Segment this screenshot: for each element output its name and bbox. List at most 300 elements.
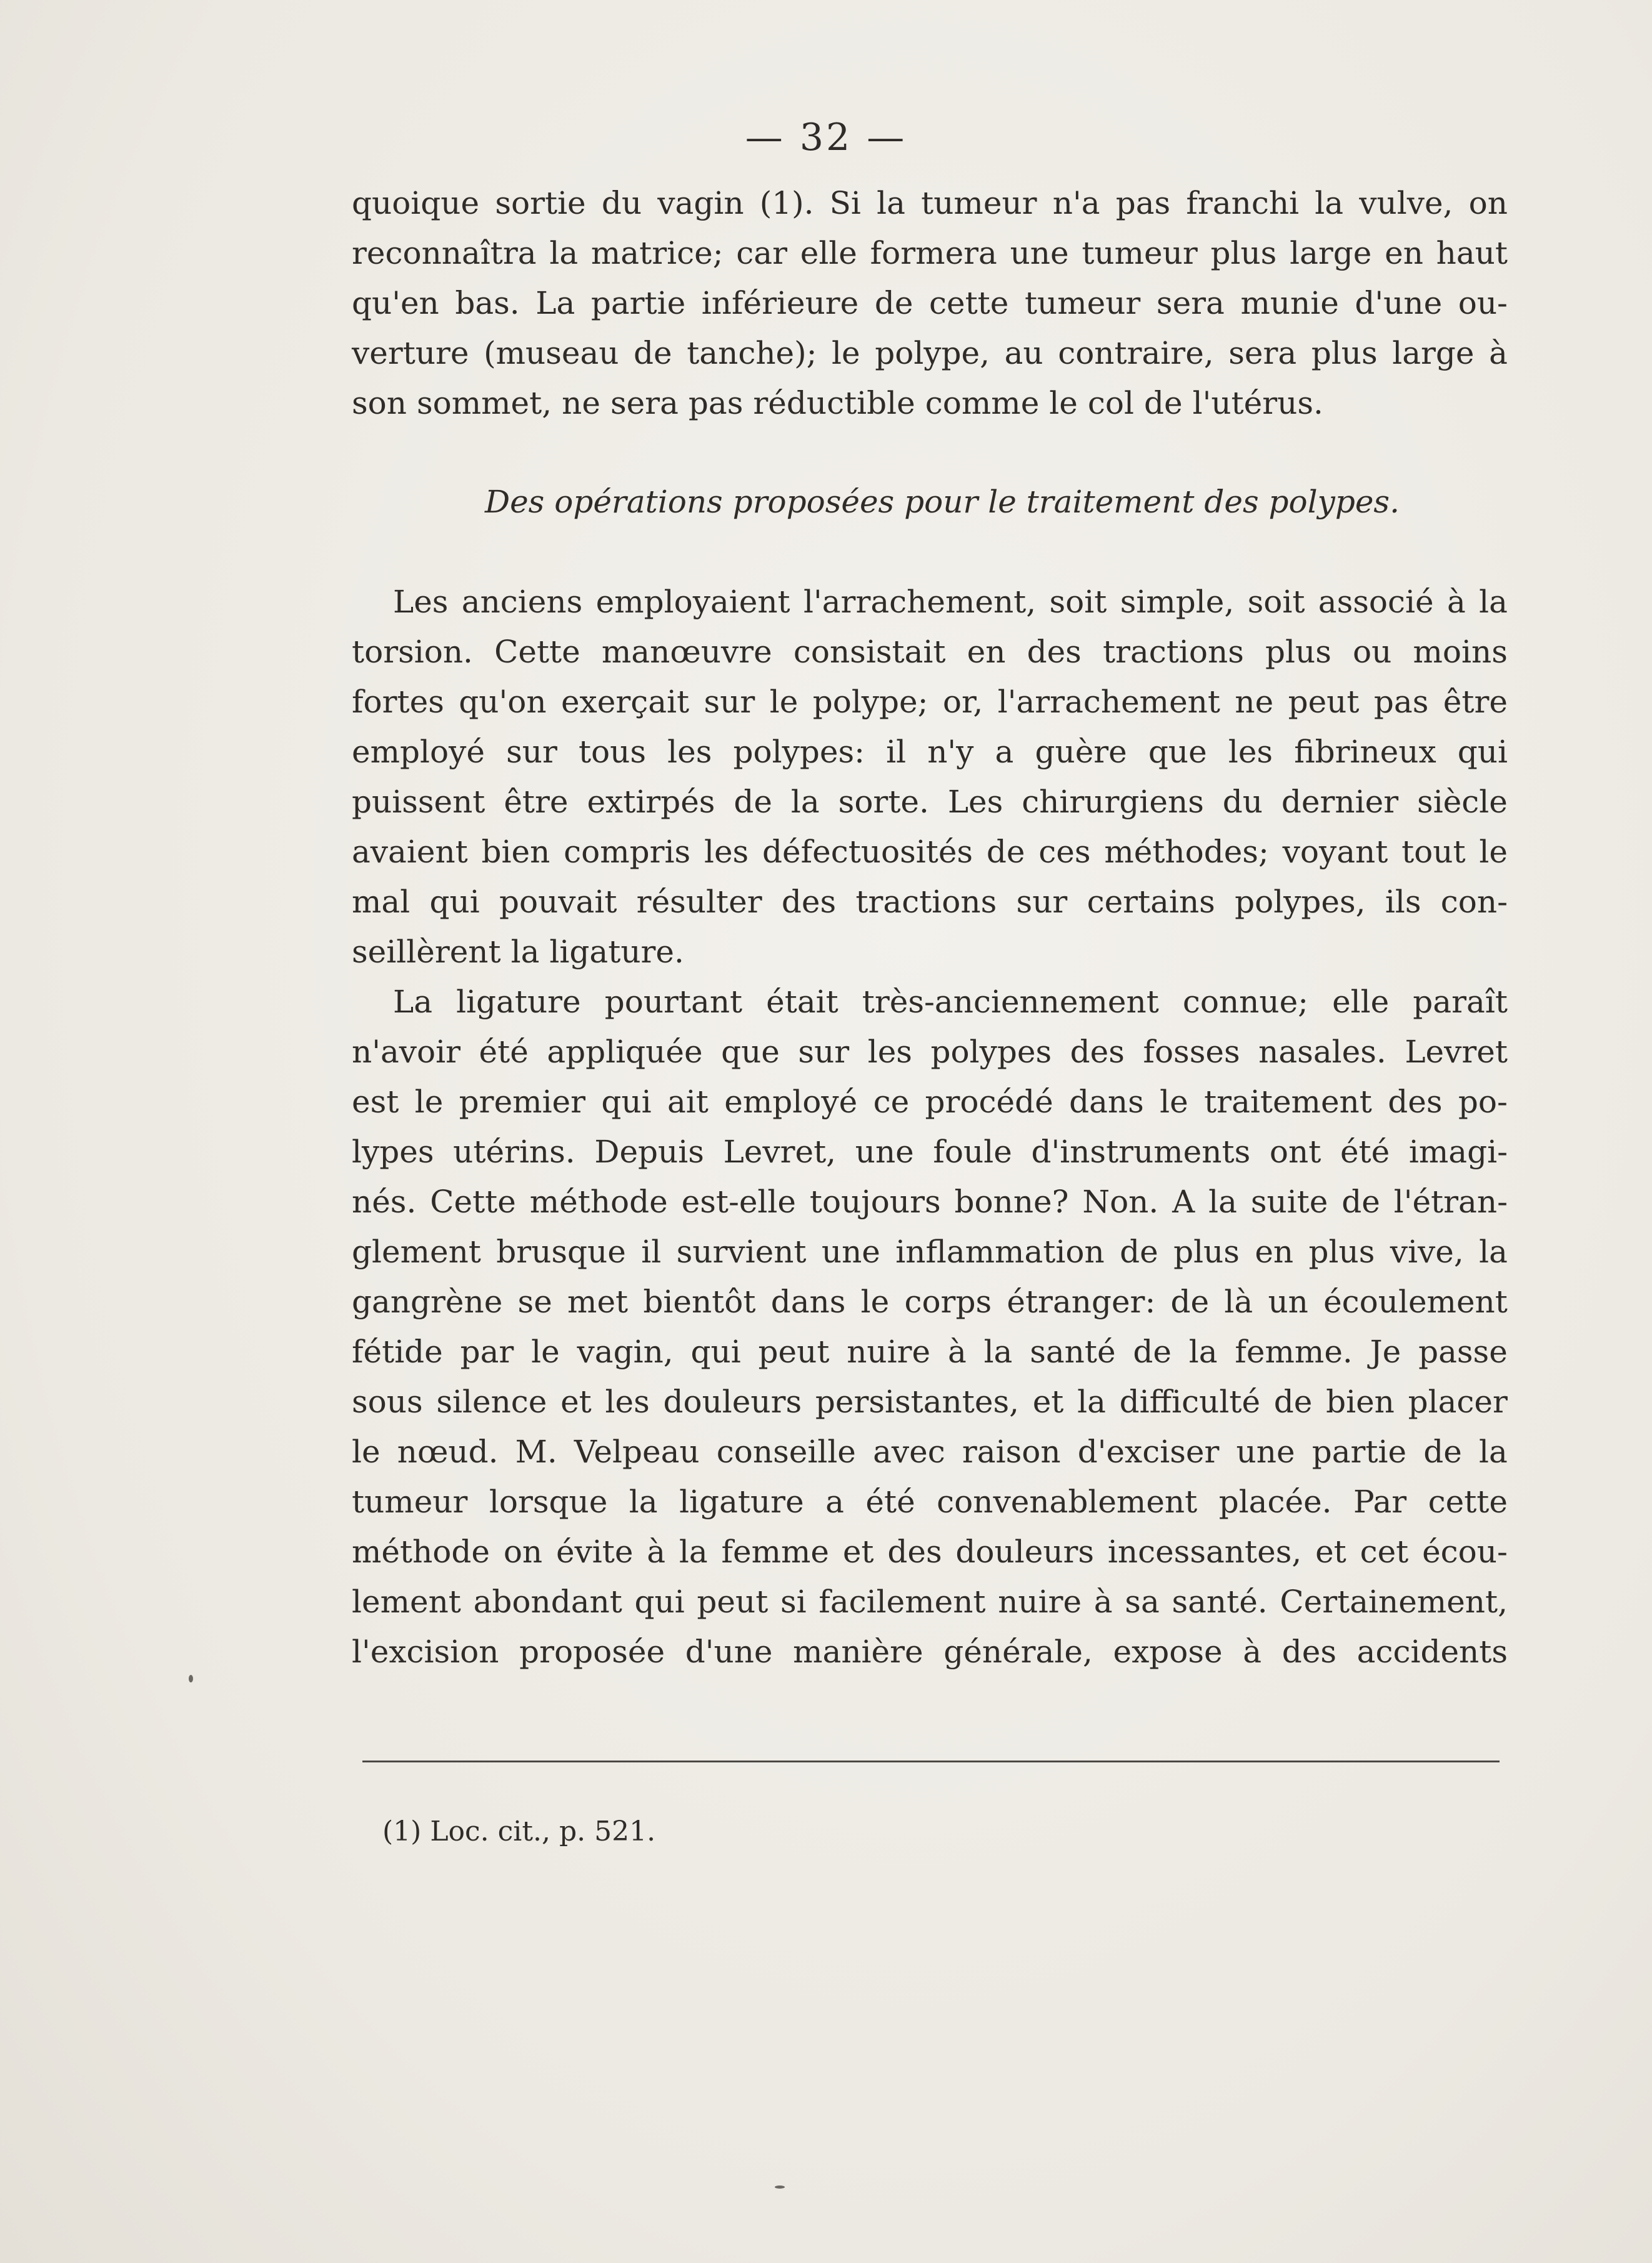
word: être <box>504 784 569 820</box>
word: d'instruments <box>1031 1134 1251 1170</box>
word: la <box>1208 1184 1237 1220</box>
word: convenablement <box>937 1484 1198 1520</box>
word: de <box>1120 1234 1158 1270</box>
word: ligature. <box>549 934 684 970</box>
word: cette <box>929 285 1009 321</box>
word: silence <box>436 1384 547 1420</box>
word: compris <box>564 834 691 870</box>
text-line <box>352 927 1508 977</box>
word: met <box>567 1284 629 1320</box>
word: tumeur <box>352 1484 468 1520</box>
word: Certainement, <box>1280 1584 1508 1620</box>
section-heading: Des opérations proposées pour le traitement des polypes. <box>485 484 1400 520</box>
word: santé <box>1030 1334 1116 1370</box>
word: sortie <box>495 185 586 221</box>
word: au <box>1004 335 1043 371</box>
word: partie <box>590 285 686 321</box>
word: à <box>1489 335 1508 371</box>
text-line <box>352 178 1508 228</box>
word: de <box>1341 1184 1380 1220</box>
word: le <box>769 684 799 720</box>
word: Si <box>829 185 861 221</box>
word: connue; <box>1182 984 1309 1020</box>
word: tractions <box>1103 634 1244 670</box>
intro-paragraph <box>352 178 1508 428</box>
word: une <box>1236 1434 1295 1470</box>
word: Velpeau <box>574 1434 700 1470</box>
text-line <box>352 1377 1508 1427</box>
word: écou- <box>1422 1534 1508 1570</box>
word: des <box>1027 634 1082 670</box>
word: tumeur <box>1082 235 1198 271</box>
word: ne <box>1235 684 1274 720</box>
word: siècle <box>1417 784 1508 820</box>
word: qui <box>601 1084 652 1120</box>
word: qui <box>690 1334 741 1370</box>
word: reconnaîtra <box>352 235 537 271</box>
word: col <box>1087 385 1134 421</box>
word: on <box>1468 185 1508 221</box>
text-line <box>352 1577 1508 1627</box>
word: les <box>605 1384 650 1420</box>
word: fétide <box>352 1334 443 1370</box>
word: cet <box>1360 1534 1409 1570</box>
word: chirurgiens <box>1022 784 1204 820</box>
word: la <box>877 185 905 221</box>
word: n'y <box>927 734 974 770</box>
word: plus <box>1173 1234 1240 1270</box>
word: cette <box>1428 1484 1508 1520</box>
word: glement <box>352 1234 481 1270</box>
text-line <box>352 1527 1508 1577</box>
word: suite <box>1250 1184 1328 1220</box>
word: plus <box>1265 634 1331 670</box>
word: plus <box>1308 1234 1375 1270</box>
word: douleurs <box>955 1534 1095 1570</box>
word: soit <box>1049 584 1107 620</box>
word: la <box>1479 1234 1508 1270</box>
word: ce <box>873 1084 910 1120</box>
word: fortes <box>352 684 444 720</box>
word: torsion. <box>352 634 473 670</box>
word: en <box>1255 1234 1294 1270</box>
word: partie <box>1311 1434 1407 1470</box>
word: polype; <box>812 684 928 720</box>
text-line <box>352 1027 1508 1077</box>
word: le <box>1049 385 1078 421</box>
word: femme. <box>1235 1334 1353 1370</box>
word: foule <box>933 1134 1012 1170</box>
text-line <box>352 827 1508 877</box>
word: voyant <box>1282 834 1388 870</box>
word: expose <box>1113 1634 1223 1670</box>
text-line <box>352 1077 1508 1127</box>
word: d'exciser <box>1077 1434 1220 1470</box>
word: La <box>393 984 433 1020</box>
text-line <box>352 877 1508 927</box>
word: simple, <box>1120 584 1235 620</box>
word: po- <box>1458 1084 1508 1120</box>
text-line <box>352 278 1508 328</box>
word: Depuis <box>594 1134 704 1170</box>
word: abondant <box>473 1584 622 1620</box>
word: nœud. <box>397 1434 499 1470</box>
word: d'une <box>685 1634 773 1670</box>
body-text <box>352 178 1508 1677</box>
word: puissent <box>352 784 485 820</box>
word: méthodes; <box>1104 834 1269 870</box>
word: bonne? <box>954 1184 1069 1220</box>
text-line <box>352 977 1508 1027</box>
word: associé <box>1318 584 1434 620</box>
word: que <box>1148 734 1207 770</box>
word: la <box>1479 584 1508 620</box>
word: car <box>736 235 787 271</box>
word: toujours <box>809 1184 941 1220</box>
word: placer <box>1408 1384 1508 1420</box>
word: avaient <box>352 834 468 870</box>
word: brusque <box>496 1234 626 1270</box>
word: dans <box>1069 1084 1144 1120</box>
word: sorte. <box>838 784 929 820</box>
word: la <box>1077 1384 1106 1420</box>
word: sera <box>610 385 679 421</box>
word: santé. <box>1172 1584 1268 1620</box>
word: bientôt <box>643 1284 756 1320</box>
word: des <box>781 884 837 920</box>
word: Cette <box>430 1184 516 1220</box>
word: qui <box>1457 734 1508 770</box>
word: du <box>1222 784 1263 820</box>
word: de <box>634 335 672 371</box>
word: proposée <box>519 1634 665 1670</box>
word: incessantes, <box>1107 1534 1302 1570</box>
word: un <box>1268 1284 1308 1320</box>
word: été <box>479 1034 529 1070</box>
word: là <box>1224 1284 1253 1320</box>
word: à <box>1446 584 1466 620</box>
page-number: — 32 — <box>745 116 907 159</box>
word: sur <box>704 684 755 720</box>
word: sera <box>1228 335 1297 371</box>
word: Non. <box>1082 1184 1159 1220</box>
word: nuire <box>847 1334 931 1370</box>
word: guère <box>1035 734 1127 770</box>
word: bas. <box>455 285 520 321</box>
text-line <box>352 1327 1508 1377</box>
word: tout <box>1401 834 1466 870</box>
word: de <box>1133 1334 1172 1370</box>
word: du <box>601 185 642 221</box>
word: une <box>821 1234 880 1270</box>
word: persistantes, <box>815 1384 1019 1420</box>
word: à <box>1243 1634 1262 1670</box>
word: peut <box>697 1584 769 1620</box>
word: avec <box>873 1434 945 1470</box>
word: le <box>1479 834 1508 870</box>
word: par <box>460 1334 514 1370</box>
word: anciens <box>461 584 583 620</box>
word: le <box>414 1084 444 1120</box>
word: on <box>503 1534 543 1570</box>
word: sommet, <box>416 385 552 421</box>
word: sur <box>1016 884 1068 920</box>
word: bien <box>1326 1384 1395 1420</box>
word: l'étran- <box>1393 1184 1508 1220</box>
word: lorsque <box>489 1484 608 1520</box>
word: Les <box>947 784 1003 820</box>
word: (1). <box>759 185 814 221</box>
word: lypes <box>352 1134 434 1170</box>
text-line <box>352 1277 1508 1327</box>
word: pourtant <box>604 984 743 1020</box>
word: de <box>1273 1384 1313 1420</box>
word: réductible <box>753 385 915 421</box>
word: l'excision <box>352 1634 499 1670</box>
word: exerçait <box>560 684 690 720</box>
word: étranger: <box>1007 1284 1156 1320</box>
word: méthode <box>352 1534 490 1570</box>
word: qu'en <box>352 285 439 321</box>
word: été <box>1340 1134 1390 1170</box>
word: n'avoir <box>352 1034 460 1070</box>
word: la <box>1188 1334 1218 1370</box>
word: sur <box>798 1034 850 1070</box>
word: munie <box>1240 285 1339 321</box>
word: tous <box>578 734 647 770</box>
word: femme <box>721 1534 830 1570</box>
word: le <box>1160 1084 1188 1120</box>
word: des <box>887 1534 942 1570</box>
word: était <box>766 984 838 1020</box>
paragraph-ligature <box>352 977 1508 1677</box>
word: gangrène <box>352 1284 503 1320</box>
word: ces <box>1038 834 1091 870</box>
word: inflammation <box>895 1234 1105 1270</box>
word: plus <box>1210 235 1277 271</box>
word: elle <box>800 235 857 271</box>
word: soit <box>1247 584 1305 620</box>
word: vagin, <box>577 1334 674 1370</box>
word: certains <box>1087 884 1215 920</box>
word: employé <box>352 734 485 770</box>
word: qui <box>429 884 480 920</box>
word: l'arrachement <box>997 684 1220 720</box>
word: des <box>1388 1084 1443 1120</box>
word: et <box>560 1384 592 1420</box>
word: ne <box>562 385 600 421</box>
word: à <box>1093 1584 1113 1620</box>
word: ils <box>1385 884 1421 920</box>
word: des <box>1070 1034 1125 1070</box>
word: ou- <box>1458 285 1508 321</box>
word: de <box>734 784 772 820</box>
word: être <box>1443 684 1508 720</box>
word: moins <box>1413 634 1508 670</box>
word: nuire <box>998 1584 1082 1620</box>
word: tanche); <box>687 335 817 371</box>
word: la <box>790 784 820 820</box>
footnote: (1) Loc. cit., p. 521. <box>382 1816 656 1847</box>
word: extirpés <box>587 784 715 820</box>
word: vive, <box>1390 1234 1464 1270</box>
word: l'arrachement, <box>804 584 1037 620</box>
word: il <box>886 734 907 770</box>
word: vagin <box>657 185 744 221</box>
word: Levret <box>1405 1034 1508 1070</box>
word: pas <box>688 385 744 421</box>
paper-speck <box>189 1675 193 1682</box>
word: tractions <box>855 884 997 920</box>
word: le <box>860 1284 890 1320</box>
word: quoique <box>352 185 480 221</box>
text-line <box>352 777 1508 827</box>
word: ont <box>1269 1134 1321 1170</box>
word: si <box>780 1584 807 1620</box>
paper-speck <box>775 2186 785 2189</box>
word: la <box>1479 1434 1508 1470</box>
text-line <box>352 1177 1508 1227</box>
word: facilement <box>819 1584 986 1620</box>
word: polypes <box>930 1034 1052 1070</box>
word: difficulté <box>1119 1384 1261 1420</box>
word: a <box>825 1484 844 1520</box>
word: la <box>1315 185 1344 221</box>
word: elle <box>1332 984 1390 1020</box>
word: peut <box>1288 684 1360 720</box>
word: contraire, <box>1058 335 1214 371</box>
word: large <box>1290 235 1372 271</box>
word: polype, <box>875 335 990 371</box>
word: et <box>842 1534 874 1570</box>
word: pouvait <box>499 884 617 920</box>
word: une <box>1010 235 1069 271</box>
text-line <box>352 1427 1508 1477</box>
word: ou <box>1353 634 1392 670</box>
word: été <box>865 1484 915 1520</box>
word: paraît <box>1413 984 1508 1020</box>
word: appliquée <box>547 1034 703 1070</box>
paragraph-arrachement <box>352 577 1508 977</box>
word: comme <box>925 385 1040 421</box>
text-line <box>352 378 1508 428</box>
word: inférieure <box>701 285 859 321</box>
word: à <box>647 1534 666 1570</box>
word: Je <box>1370 1334 1401 1370</box>
word: qu'on <box>459 684 547 720</box>
word: méthode <box>529 1184 668 1220</box>
word: a <box>995 734 1014 770</box>
word: bien <box>481 834 550 870</box>
word: dans <box>770 1284 846 1320</box>
word: tumeur <box>1024 285 1141 321</box>
word: la <box>510 934 540 970</box>
word: premier <box>459 1084 586 1120</box>
word: polypes: <box>733 734 865 770</box>
word: pas <box>1115 185 1171 221</box>
word: large <box>1392 335 1475 371</box>
word: les <box>867 1034 912 1070</box>
word: évite <box>555 1534 634 1570</box>
word: une <box>855 1134 914 1170</box>
word: survient <box>676 1234 807 1270</box>
text-line <box>352 577 1508 627</box>
word: lement <box>352 1584 461 1620</box>
text-line <box>352 228 1508 278</box>
word: fosses <box>1143 1034 1240 1070</box>
word: sa <box>1125 1584 1160 1620</box>
word: des <box>1281 1634 1336 1670</box>
word: la <box>983 1334 1013 1370</box>
word: la <box>629 1484 658 1520</box>
word: procédé <box>925 1084 1053 1120</box>
word: mal <box>352 884 411 920</box>
word: est <box>352 1084 399 1120</box>
text-line <box>352 677 1508 727</box>
word: placée. <box>1218 1484 1332 1520</box>
text-line <box>352 1127 1508 1177</box>
word: manière <box>793 1634 923 1670</box>
word: les <box>667 734 712 770</box>
word: ligature <box>679 1484 804 1520</box>
footnote-separator <box>362 1761 1500 1762</box>
word: il <box>641 1234 662 1270</box>
word: plus <box>1311 335 1378 371</box>
word: M. <box>515 1434 557 1470</box>
word: sur <box>506 734 557 770</box>
word: Cette <box>494 634 580 670</box>
word: consistait <box>793 634 946 670</box>
word: fibrineux <box>1294 734 1436 770</box>
word: employaient <box>595 584 790 620</box>
word: de <box>986 834 1025 870</box>
word: corps <box>904 1284 992 1320</box>
word: la <box>679 1534 708 1570</box>
word: de <box>874 285 913 321</box>
text-line <box>352 627 1508 677</box>
word: ait <box>667 1084 709 1120</box>
word: se <box>517 1284 552 1320</box>
word: d'une <box>1355 285 1443 321</box>
word: A <box>1172 1184 1195 1220</box>
word: utérins. <box>453 1134 575 1170</box>
word: pas <box>1373 684 1429 720</box>
text-line <box>352 1227 1508 1277</box>
word: Les <box>393 584 449 620</box>
word: franchi <box>1186 185 1300 221</box>
word: Par <box>1353 1484 1407 1520</box>
word: en <box>1385 235 1423 271</box>
word: conseille <box>716 1434 856 1470</box>
word: le <box>352 1434 381 1470</box>
word: (museau <box>484 335 619 371</box>
word: son <box>352 385 407 421</box>
word: de <box>1423 1434 1462 1470</box>
word: or, <box>942 684 983 720</box>
word: de <box>1170 1284 1210 1320</box>
text-line <box>352 727 1508 777</box>
word: en <box>967 634 1006 670</box>
word: et <box>1315 1534 1346 1570</box>
word: ligature <box>456 984 581 1020</box>
word: l'utérus. <box>1192 385 1323 421</box>
word: les <box>1228 734 1273 770</box>
word: de <box>1144 385 1183 421</box>
word: la <box>549 235 579 271</box>
word: et <box>1032 1384 1064 1420</box>
word: haut <box>1436 235 1508 271</box>
word: seillèrent <box>352 934 501 970</box>
